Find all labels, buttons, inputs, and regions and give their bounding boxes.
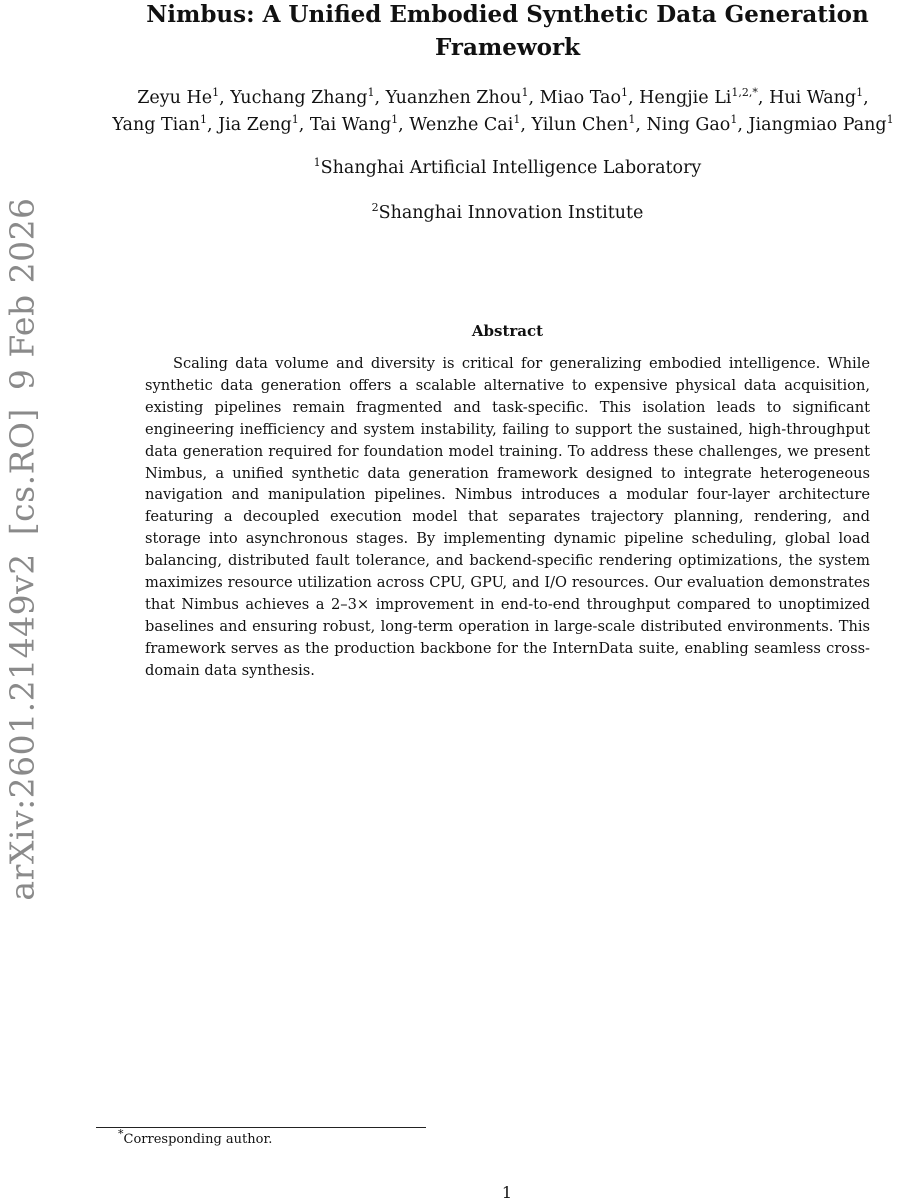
arxiv-id: arXiv:2601.21449v2 [2,553,42,901]
author [386,88,529,108]
footnote-text: Corresponding author. [123,1132,273,1147]
footnote-mark: * [118,1127,124,1141]
arxiv-category: [cs.RO] [2,408,42,536]
author-name: Zeyu He [137,88,213,108]
author-affiliation-mark: 1 [199,113,207,127]
author-affiliation-mark: 1 [886,113,894,127]
author-name: Hengjie Li [639,88,732,108]
author-name: Wenzhe Cai [409,115,514,135]
author [230,88,374,108]
author-affiliation-mark: 1 [212,86,220,100]
affiliation-2 [100,201,915,225]
author-list: Zeyu He$^1$, Yuchang Zhang$^1$, Yuanzhen Zhou$^1$, Miao Tao$^1$, Hengjie $Li^{1,2,*}$, Hui Wang$^1$, Yang Tian$^1$, Jia Zeng$^1$, Tai Wang$^1$, Wenzhe Cai$^1$, Yilun Chen$^1$, Ning Gao$^1$, Jiangmiao Pang$^1$ [112,86,894,135]
author [749,115,894,135]
footnote [118,1127,273,1149]
arxiv-date: 9 Feb 2026 [2,197,42,391]
author-affiliation-mark: 1 [291,113,299,127]
author-name: Yilun Chen [531,115,629,135]
affiliation-1 [100,156,915,180]
arxiv-side-stamp [3,179,42,900]
author-affiliation-mark: 1 [391,113,399,127]
affiliation-mark: 1 [313,156,321,170]
affiliation-name: Shanghai Innovation Institute [378,203,644,223]
author [218,115,299,135]
author-affiliation-mark: 1 [621,86,629,100]
author-affiliation-mark: 1 [367,86,375,100]
author-name: Yuchang Zhang [230,88,368,108]
author-affiliation-mark: 1 [856,86,864,100]
author [310,115,398,135]
affiliation-mark: 2 [371,201,379,215]
abstract-text: Scaling data volume and diversity is critical for generalizing embodied intelligence. While synthetic data generation offers a scalable alternative to expensive physical data acquisition, existing pipelines remain fragmented and task-specific. This isolation leads to significant engineering inefficiency and system instability, failing to support the sustained, high-throughput data generation required for foundation model training. To address these challenges, we present Nimbus, a unified synthetic data generation framework designed to integrate heterogeneous navigation and manipulation pipelines. Nimbus introduces a modular four-layer architecture featuring a decoupled execution model that separates trajectory planning, rendering, and storage into asynchronous stages. By implementing dynamic pipeline scheduling, global load balancing, distributed fault tolerance, and backend-specific rendering optimizations, the system maximizes resource utilization across CPU, GPU, and I/O resources. Our evaluation demonstrates that Nimbus achieves a 2–3× improvement in end-to-end throughput compared to unoptimized baselines and ensuring robust, long-term operation in large-scale distributed environments. This framework serves as the production backbone for the InternData suite, enabling seamless cross-domain data synthesis. [145,355,870,679]
author [540,88,628,108]
author [409,115,520,135]
author [137,88,219,108]
author-name: Yuanzhen Zhou [385,88,522,108]
author-name: Jiangmiao Pang [748,115,887,135]
abstract-heading: Abstract [471,322,544,340]
author-affiliation-mark: 1 [521,86,529,100]
author-name: Yang Tian [112,115,200,135]
author-affiliation-mark: 1 [730,113,738,127]
author-name: Ning Gao [646,115,731,135]
paper-title: Nimbus: A Unified Embodied Synthetic Data Generation Framework [146,1,869,61]
author-name: Miao Tao [539,88,622,108]
author-name: Tai Wang [309,115,392,135]
author-affiliation-mark: 1 [628,113,636,127]
author [646,115,737,135]
author [769,88,863,108]
author [531,115,635,135]
author [639,88,758,108]
footnote-divider [96,1127,426,1128]
author [112,115,207,135]
author-name: Hui Wang [769,88,857,108]
page-number: 1 [501,1183,513,1202]
author-name: Jia Zeng [218,115,292,135]
affiliation-name: Shanghai Artificial Intelligence Laboratory [320,158,702,178]
author-affiliation-mark: 1 [513,113,521,127]
author-affiliation-mark: 1,2,* [731,86,758,100]
